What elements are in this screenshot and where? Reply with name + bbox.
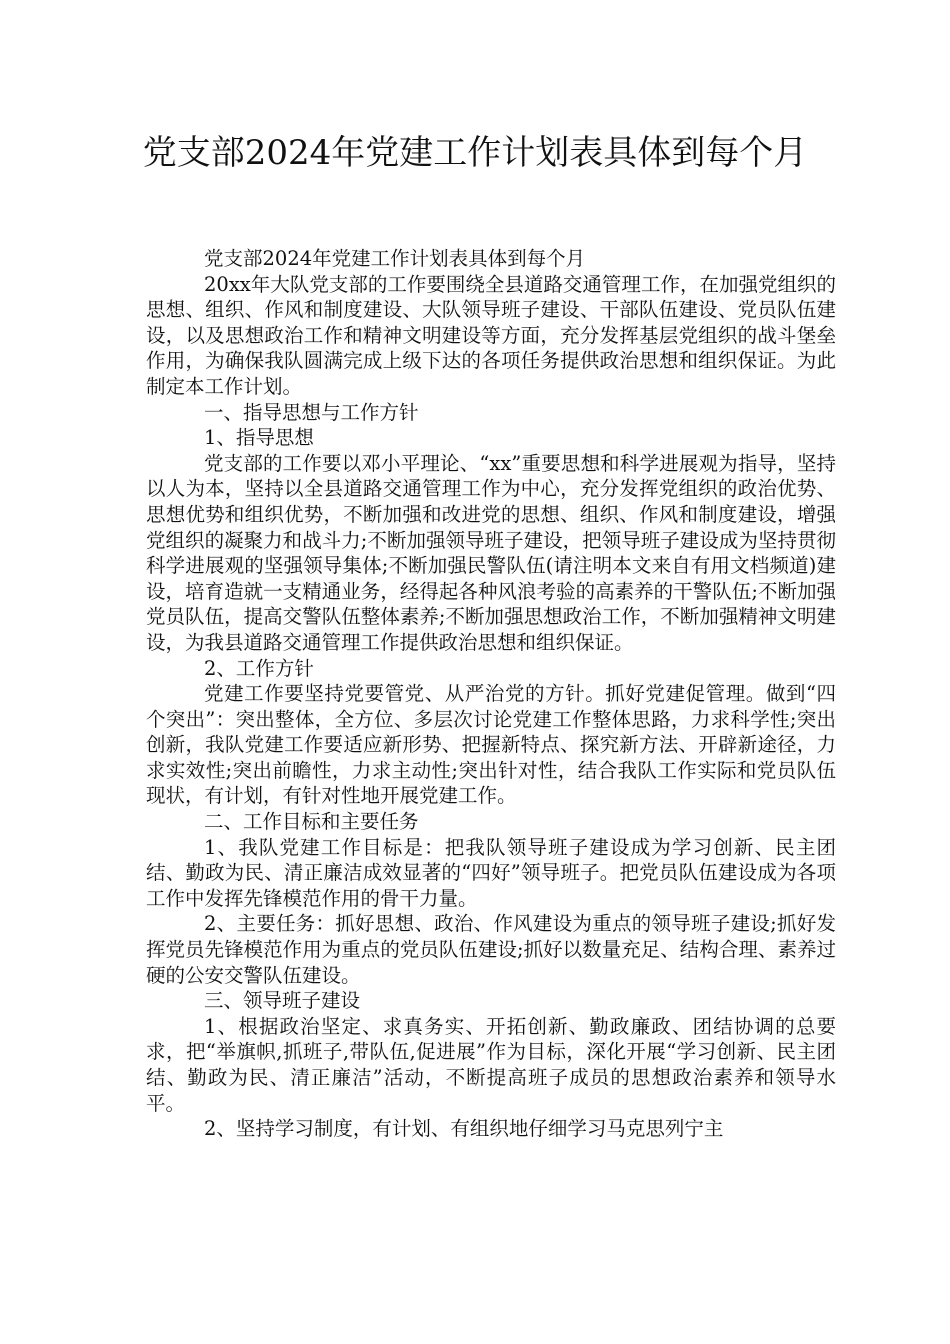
subsection-heading: 2、工作方针: [204, 656, 314, 680]
body-paragraph: 20xx年大队党支部的工作要围绕全县道路交通管理工作，在加强党组织的思想、组织、作风和制度建设、大队领导班子建设、干部队伍建设、党员队伍建设，以及思想政治工作和精神文明建设等方面，充分发挥基层党组织的战斗堡垒作用，为确保我队圆满完成上级下达的各项任务提供政治思想和组织保证。为此制定本工作计划。: [146, 272, 836, 398]
document-body: [146, 246, 836, 1142]
body-paragraph: 党支部2024年党建工作计划表具体到每个月: [204, 247, 586, 270]
body-paragraph: 1、根据政治坚定、求真务实、开拓创新、勤政廉政、团结协调的总要求，把“举旗帜,抓班子,带队伍,促进展”作为目标，深化开展“学习创新、民主团结、勤政为民、清正廉洁”活动，不断提高班子成员的思想政治素养和领导水平。: [146, 1014, 836, 1115]
subsection-heading: 1、指导思想: [204, 426, 314, 450]
body-paragraph: 党支部的工作要以邓小平理论、“xx”重要思想和科学进展观为指导，坚持以人为本，坚持以全县道路交通管理工作为中心，充分发挥党组织的政治优势、思想优势和组织优势，不断加强和改进党的思想、组织、作风和制度建设，增强党组织的凝聚力和战斗力;不断加强领导班子建设，把领导班子建设成为坚持贯彻科学进展观的坚强领导集体;不断加强民警队伍(请注明本文来自有用文档频道)建设，培育造就一支精通业务，经得起各种风浪考验的高素养的干警队伍;不断加强党员队伍，提高交警队伍整体素养;不断加强思想政治工作，不断加强精神文明建设，为我县道路交通管理工作提供政治思想和组织保证。: [146, 451, 836, 654]
document-title: 党支部2024年党建工作计划表具体到每个月: [142, 133, 808, 173]
body-paragraph: 2、主要任务：抓好思想、政治、作风建设为重点的领导班子建设;抓好发挥党员先锋模范作用为重点的党员队伍建设;抓好以数量充足、结构合理、素养过硬的公安交警队伍建设。: [146, 912, 836, 987]
body-paragraph: 2、坚持学习制度，有计划、有组织地仔细学习马克思列宁主: [204, 1117, 724, 1141]
section-heading: 二、工作目标和主要任务: [204, 810, 419, 834]
section-heading: 三、领导班子建设: [204, 989, 361, 1013]
section-heading: 一、指导思想与工作方针: [204, 400, 419, 424]
body-paragraph: 1、我队党建工作目标是：把我队领导班子建设成为学习创新、民主团结、勤政为民、清正廉洁成效显著的“四好”领导班子。把党员队伍建设成为各项工作中发挥先锋模范作用的骨干力量。: [146, 835, 836, 910]
body-paragraph: 党建工作要坚持党要管党、从严治党的方针。抓好党建促管理。做到“四个突出”：突出整体，全方位、多层次讨论党建工作整体思路，力求科学性;突出创新，我队党建工作要适应新形势、把握新特点、探究新方法、开辟新途径，力求实效性;突出前瞻性，力求主动性;突出针对性，结合我队工作实际和党员队伍现状，有计划，有针对性地开展党建工作。: [146, 682, 836, 808]
